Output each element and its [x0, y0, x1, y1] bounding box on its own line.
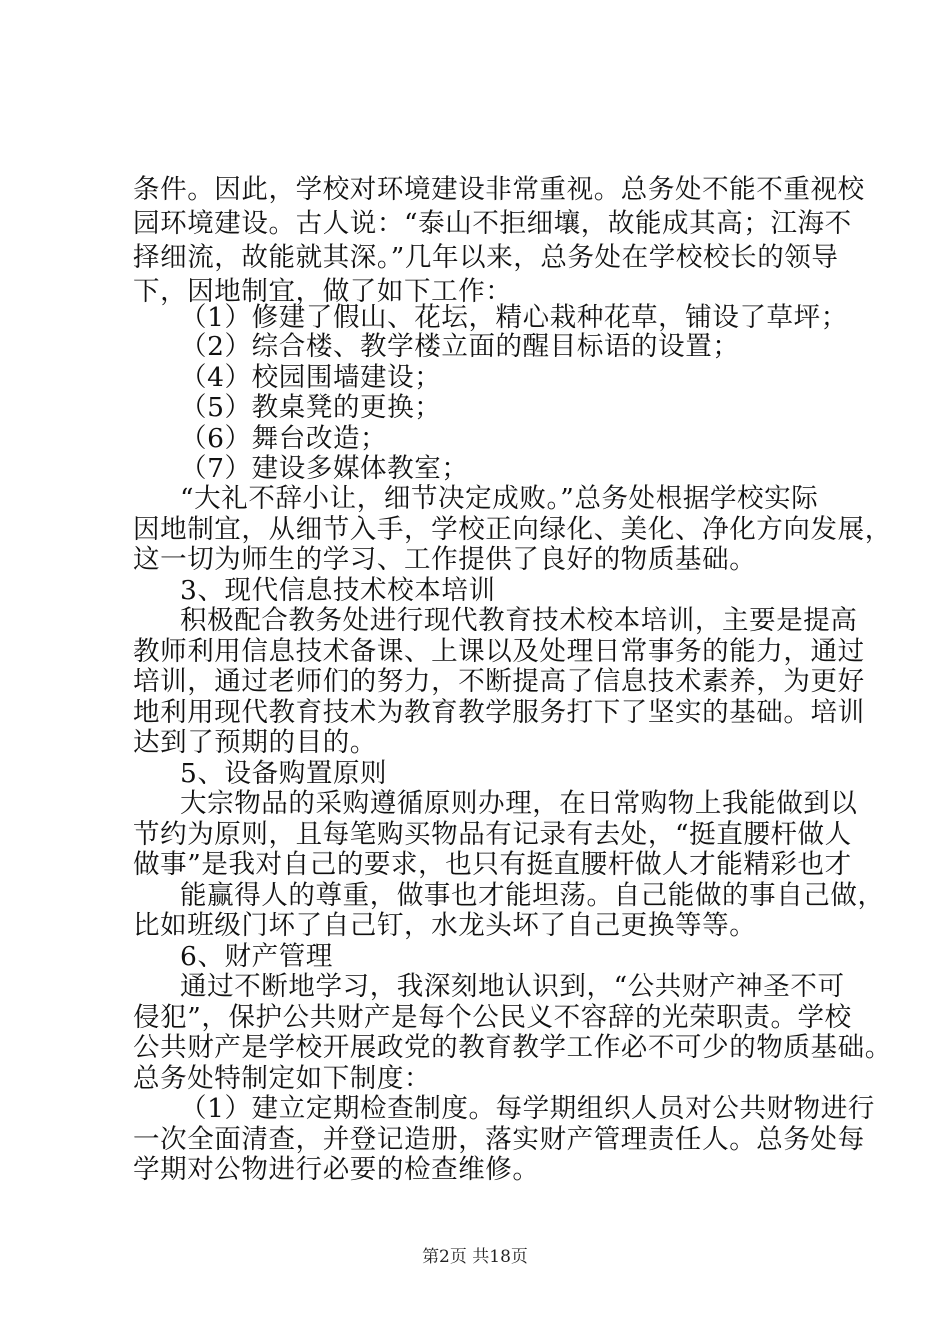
text-line: 积极配合教务处进行现代教育技术校本培训，主要是提高	[180, 605, 858, 636]
text-line: 条件。因此，学校对环境建设非常重视。总务处不能不重视校	[133, 174, 865, 205]
text-line: 比如班级门坏了自己钉，水龙头坏了自己更换等等。	[133, 910, 757, 941]
text-line: 培训，通过老师们的努力，不断提高了信息技术素养，为更好	[133, 666, 865, 697]
text-line: 能赢得人的尊重，做事也才能坦荡。自己能做的事自己做，	[180, 880, 885, 911]
text-line: 公共财产是学校开展政党的教育教学工作必不可少的物质基础。	[133, 1032, 892, 1063]
page-number: 第2页 共18页	[422, 1247, 528, 1267]
section-heading: 6、财产管理	[180, 941, 333, 972]
text-line: 节约为原则，且每笔购买物品有记录有去处，“挺直腰杆做人	[133, 819, 852, 850]
text-line: 达到了预期的目的。	[133, 727, 377, 758]
list-item: （1）修建了假山、花坛，精心栽种花草，铺设了草坪；	[180, 302, 848, 333]
list-item: （4）校园围墙建设；	[180, 362, 442, 393]
text-line: 择细流，故能就其深。”几年以来，总务处在学校校长的领导	[133, 242, 839, 273]
list-item: （1）建立定期检查制度。每学期组织人员对公共财物进行	[180, 1093, 875, 1124]
list-item: （6）舞台改造；	[180, 423, 388, 454]
list-item: （2）综合楼、教学楼立面的醒目标语的设置；	[180, 331, 740, 362]
text-line: 通过不断地学习，我深刻地认识到，“公共财产神圣不可	[180, 971, 845, 1002]
text-line: 总务处特制定如下制度：	[133, 1063, 432, 1094]
text-line: 做事”是我对自己的要求，也只有挺直腰杆做人才能精彩也才	[133, 849, 852, 880]
section-heading: 5、设备购置原则	[180, 758, 388, 789]
text-line: 这一切为师生的学习、工作提供了良好的物质基础。	[133, 544, 757, 575]
list-item: （5）教桌凳的更换；	[180, 392, 442, 423]
text-line: 教师利用信息技术备课、上课以及处理日常事务的能力，通过	[133, 636, 865, 667]
text-line: 一次全面清查，并登记造册，落实财产管理责任人。总务处每	[133, 1124, 865, 1155]
text-line: 地利用现代教育技术为教育教学服务打下了坚实的基础。培训	[133, 697, 865, 728]
list-item: （7）建设多媒体教室；	[180, 453, 469, 484]
text-line: 因地制宜，从细节入手，学校正向绿化、美化、净化方向发展，	[133, 514, 892, 545]
text-line: 下，因地制宜，做了如下工作：	[133, 276, 513, 307]
text-line: 学期对公物进行必要的检查维修。	[133, 1154, 540, 1185]
text-line: 园环境建设。古人说：“泰山不拒细壤，故能成其高；江海不	[133, 208, 852, 239]
text-line: 大宗物品的采购遵循原则办理，在日常购物上我能做到以	[180, 788, 858, 819]
section-heading: 3、现代信息技术校本培训	[180, 575, 496, 606]
text-line: “大礼不辞小让，细节决定成败。”总务处根据学校实际	[180, 483, 819, 514]
text-line: 侵犯”，保护公共财产是每个公民义不容辞的光荣职责。学校	[133, 1002, 852, 1033]
